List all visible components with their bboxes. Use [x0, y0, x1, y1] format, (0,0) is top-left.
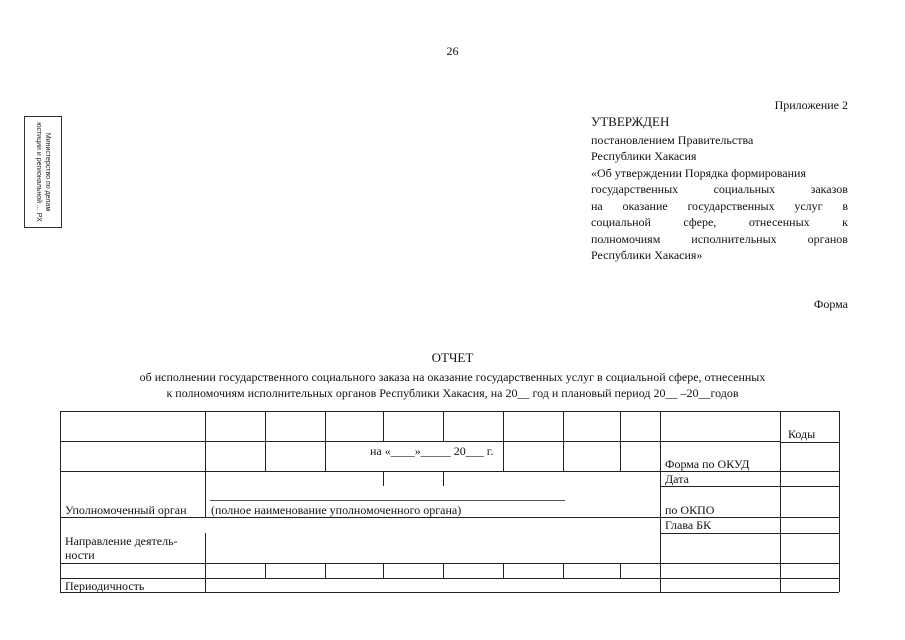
approval-heading: УТВЕРЖДЕН: [591, 114, 670, 129]
table-row-line: [660, 533, 839, 534]
grid-column-line: [503, 563, 504, 578]
approval-word: органов: [807, 231, 848, 246]
grid-column-line: [325, 411, 326, 471]
authority-label: Уполномоченный орган: [65, 503, 187, 517]
label-column-line: [205, 411, 206, 517]
stamp-text: Министерство по делам юстиции и региональной ... РХ: [35, 122, 51, 222]
date-label: Дата: [665, 472, 689, 486]
form-label: Форма: [813, 297, 848, 311]
approval-line: постановлением Правительства: [591, 132, 754, 147]
code-label-column-line: [660, 411, 661, 592]
approval-word: отнесенных: [748, 215, 810, 229]
approval-word: в: [842, 198, 848, 213]
grid-column-line: [620, 411, 621, 471]
table-border-bottom: [60, 592, 839, 593]
approval-line: [591, 181, 848, 198]
approval-line: [591, 198, 848, 215]
label-column-line: [205, 533, 206, 592]
table-row-line: [60, 441, 780, 442]
approval-line: Республики Хакасия: [591, 149, 697, 163]
approval-word: социальной: [591, 215, 651, 229]
approval-word: полномочиям: [591, 231, 661, 246]
codes-header-line: [780, 442, 839, 443]
table-row-line: [60, 578, 839, 579]
approval-line: Республики Хакасия»: [591, 248, 703, 262]
grid-column-line: [383, 563, 384, 578]
grid-column-line: [383, 471, 384, 486]
appendix-label: Приложение 2: [774, 98, 848, 112]
table-row-line: [60, 563, 839, 564]
approval-word: на: [591, 198, 603, 213]
report-subtitle-line1: об исполнении государственного социального заказа на оказание государственных услуг в социальной сфере, отнесенных: [139, 370, 766, 384]
approval-word: государственных: [591, 182, 679, 196]
periodicity-label: Периодичность: [65, 579, 145, 593]
approval-word: сфере,: [683, 215, 717, 229]
approval-word: оказание: [622, 198, 668, 213]
okud-label: Форма по ОКУД: [665, 457, 750, 471]
okpo-label: по ОКПО: [665, 503, 715, 517]
grid-column-line: [563, 411, 564, 471]
grid-column-line: [443, 563, 444, 578]
page-number: 26: [446, 44, 459, 58]
grid-column-line: [383, 411, 384, 441]
table-border-top: [60, 411, 839, 412]
grid-column-line: [620, 563, 621, 578]
table-border-right: [839, 411, 840, 592]
grid-column-line: [443, 471, 444, 486]
approval-word: государственных: [687, 198, 775, 213]
approval-word: заказов: [810, 182, 848, 196]
activity-label-line1: Направление деятель-: [65, 534, 178, 548]
grid-column-line: [265, 563, 266, 578]
grid-column-line: [563, 563, 564, 578]
grid-column-line: [265, 411, 266, 471]
activity-label-line2: ности: [65, 548, 95, 562]
table-row-line: [60, 517, 839, 518]
table-border-left: [60, 411, 61, 592]
grid-column-line: [503, 411, 504, 471]
approval-word: исполнительных: [691, 231, 777, 246]
approval-word: услуг: [794, 198, 823, 213]
approval-word: социальных: [713, 182, 776, 196]
report-date-line: на «____»_____ 20___ г.: [370, 444, 494, 458]
table-row-line: [660, 486, 839, 487]
grid-column-line: [325, 563, 326, 578]
report-title: ОТЧЕТ: [431, 350, 474, 365]
codes-column-line: [780, 411, 781, 592]
grid-column-line: [443, 411, 444, 441]
codes-header: Коды: [788, 427, 816, 441]
approval-line: «Об утверждении Порядка формирования: [591, 165, 806, 180]
approval-word: к: [842, 215, 848, 229]
approval-line: [591, 214, 848, 231]
approval-line: [591, 231, 848, 248]
table-row-line: [60, 471, 839, 472]
ministry-stamp: [24, 116, 62, 228]
glava-bk-label: Глава БК: [665, 518, 712, 532]
approval-block: [591, 114, 848, 264]
report-subtitle-line2: к полномочиям исполнительных органов Республики Хакасия, на 20__ год и плановый период 20__ –20__годов: [166, 386, 739, 400]
authority-underline: [210, 500, 565, 501]
authority-hint: (полное наименование уполномоченного органа): [211, 503, 462, 517]
